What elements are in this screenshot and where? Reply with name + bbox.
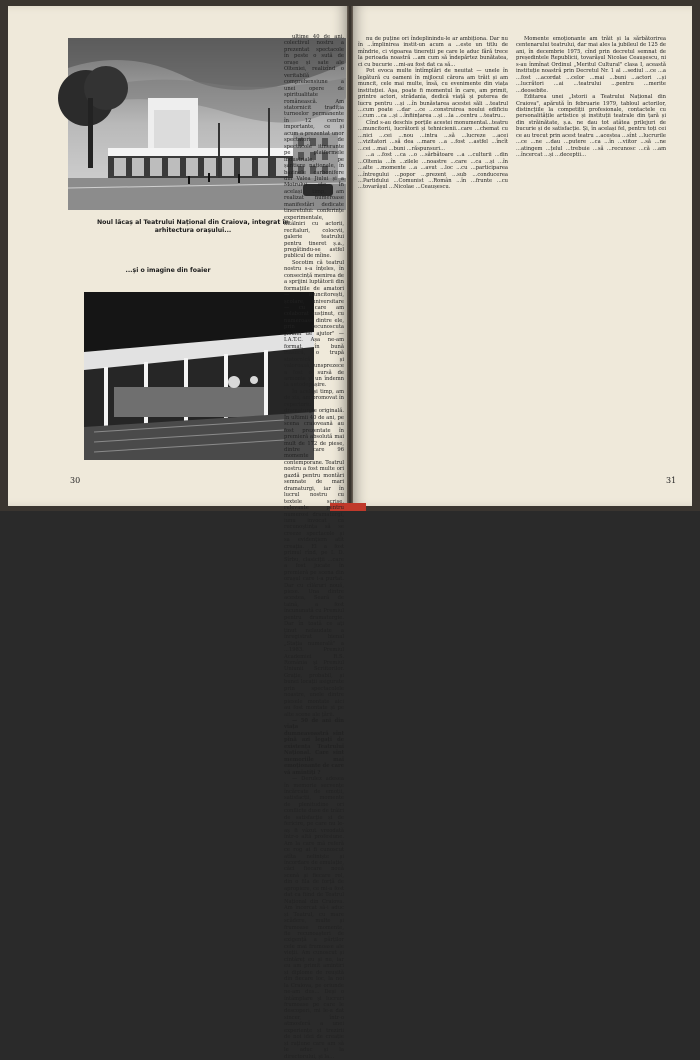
right-paragraph: Momente emoționante am trăit și la sărbătorirea centenarului teatrului, dar mai ales la jubileul de 125 de ani, în decembrie 1975, cînd prin decretul semnat de președintele Republicii, tovarășul Nicolae Ceaușescu, ni s-au înmînat Ordinul „Meritul Cultural" clasa I, această instituție noastră prin Decretul Nr. 1 al ...sediul ...ce ...a ...fost ...acordat ...celor ...mai ...buni ...actori ...și ...lucrători ...ai ...teatrului ...pentru ...merite ...deosebite. <box>516 36 666 94</box>
caption-photo-exterior: Noul lăcaș al Teatrului Național din Craiova, integrat în arhitectura orașului... <box>97 219 289 234</box>
page-number-right: 31 <box>666 476 677 485</box>
right-page <box>352 6 692 506</box>
right-paragraph: nu de puține ori îndeplinindu-le ar ambiționa. Dar nu în ...împlinirea instit-un acum a ...este un titlu de mîndrie, ci vigoarea tinereții pe care le aduc fără trece la perioada noastră ...am cum să îndepărtez bunătatea, ci cu bucurie ...mi-au fost dat ca să... <box>358 36 508 68</box>
right-paragraph: Pot evoca multe întîmplări de neuitat — unele în legătură cu oameni în mijlocul cărora am trăit și am muncit, cele mai multe, însă, cu evenimente din viața instituției. Așa, poate fi momentul în care, am primit, printre actori, strădania, dedică viață și puterea de lucru pentru ...și ...în bunăstarea acestei săli ...teatrul ...cum poate ...dar ...ce ...construirea noului edificiu ...cum ...ca ...și ...înființarea ...și ...la ...centru ...teatru... <box>358 68 508 120</box>
interview-question: — 50 de ani din viața dumneavoastră sînt pînă azi legați de existența Teatrului Național. Care sînt memoriile mai emoționante de care vă amintiți ? <box>284 718 344 776</box>
right-text-column-2 <box>516 36 666 476</box>
page-number-left: 30 <box>70 476 81 485</box>
left-paragraph: ultime 40 de ani, colectivul nostru a prezentat spectacole în peste o sută de orașe și sate ale Olteniei, realizînd o veritabilă comprehensiune a unei opere de spiritualitate românească. Am statornicit tradiția turneelor permanente în 12 centre importante, ce și acum a prezentat unor spectatori de spectacole itinerante pe platformele industriale, pe șantiere naționale, în bazinele carbonifere din Valea Jiului și a Motrului etc. În același timp, am realizat numeroase manifestări dedicate tineretului: conferințe experimentale, întâlniri cu actorii, recitaluri, colocvii, galerie teatrului pentru tineret ș.a., pregătindu-se astfel publicul de mîine. <box>284 34 344 260</box>
left-visible-article-text <box>284 34 344 1060</box>
right-paragraph: ...a ...fost ...ca ...o ...sărbătoare ...a ...culturii ...din ...Oltenia ...în ...zilele ...noastre ...care ...ca ...și ...în ...alte ...momente ...a ...avut ...loc ...cu ...participarea ...întregului ...popor ...prezent ...sub ...conducerea ...Partidului ...Comunist ...Român ...în ...frunte ...cu ...tovarășul ...Nicolae ...Ceaușescu. <box>358 152 508 191</box>
left-paragraph: Socotim că teatrul nostru s-a înțeles, în consecință menirea de a sprijini luptătorii din formațiile de amatori — muncitorești, școlare, universitare — cu care am colaborat susținut, cu numeroase dintre ele, prin recunoscuta „mâini de ajutor" — I.A.T.C. Așa ne-am format, în bună măsură, o trupă statornică și valoroasă, unsprezece a fost o sursă de armonie și un îndemn la autodepășire. <box>284 259 344 389</box>
photo-foyer <box>84 292 314 460</box>
book-gutter <box>347 6 353 506</box>
interview-answer: — Derulez adesea în memorie secvențe încărcate de emoții, satisfacții, momente de plenitudine ori conflicte duse de trăiri de satisfacție și de fericire, pe care nu le-aș fi văzut vreodată într-o altă profesiune. Am la care mă referă ce rog ai fi cunoscut atîta neliniște și încordare de emulație, căci fiecare nouă scenă și fiecare rol, din o fila de forță de apropiere, ce mi-a fost dat ca fiind de Teatrul Național din Craiova. Am încercat să-i aduc și Teatrul, cu mare scădere, multe și frumoase momente, fie recunoașteri de exigență a părților cele mai frumoase ale vieții. Am cunoscut și cîntăreț eu și nu, iar eu am primit amintiri și diplome de reușită din fiecare loc, la noi la Craiova, pe oriunde ne-am dus... Deși o întâmplare și lucruri frumoase pe care le descoperi, mi le-a dat sincer, într-o atmosferă a unei experiențe și trezirii de noi idei de creație și rațiune care am să le aduc și la directorului, și la... <box>284 776 344 1060</box>
right-paragraph: Cînd s-au deschis porțile acestei monumental...teatru ...muncitorii, lucrătorii și tehnicienii...care ...chemat cu ...nici ...cei ...nou ...intra ...să ...lucreze ...acei ...vizitatori ...să dea ...mare ...a ...fost ...astfel ...încît ...cei ...mai ...buni ...răspunsuri... <box>358 119 508 152</box>
caption-photo-foyer: ...și o imagine din foaier <box>125 267 211 274</box>
book-spread <box>0 0 700 511</box>
left-paragraph: În același timp, am de zis, am promovat în repertoriu dramaturgie originală. În ultimii 40 de ani, pe scena craioveană au fost prezentate în premieră absolută mai mult de 172 de piese, dintre care 96 momente contemporane. Teatrul nostru a fost multe ori gazdă pentru montări semnate de mari dramaturgi, iar în lucrul nostru cu textele scrise, relevante pentru numerosi dramaturgi, iunu invocat ca recunoștința să se creeze spectacole și sa evidențiem atît creația. El a fost primul rînd, pe I. D. Sîrbu, clasiciții ...care a fost jucate în premieră pe scena din orașul care i-a purtat. Dar cu cîlăruri nouă, piese. Una dintre acestea, Seară de taină, a fost încununată cu Premiul pentru dramaturgie. Dar în toată ce ați ținut nelaudate a înregistrat bienal „Stația numerală" a ...1983. Premiul Academiei R.S. România și Premiul Uniunii Scriitorilor. Grație, probabil, și bunei locații asigurate prin spectacolele noastre, unele dintre piesele montate aici au fost montate și pe alte scene ale țării. <box>284 388 344 718</box>
right-paragraph: Editarea unei „Istorii a Teatrului Național din Craiova", apărută în februarie 1979, tabloul actorilor, distincțiile la competiții profesionale, contactele cu personalitățile artistice și instituții teatrale din țară și din străinătate, ș.a. ne dau tot atâtea prilejuri de bucurie și de satisfacție. Și, în același fel, pentru toți cei ce au trecut prin acest teatru ...acestea ...sînt ...lucrurile ...ce ...ne ...dau ...putere ...ca ...în ...viitor ...să ...ne ...atingem ...țelul ...trebuie ...să ...recunosc ...că ...am ...încercat ...și ...deceptii... <box>516 94 666 159</box>
right-text-column-1 <box>358 36 508 496</box>
